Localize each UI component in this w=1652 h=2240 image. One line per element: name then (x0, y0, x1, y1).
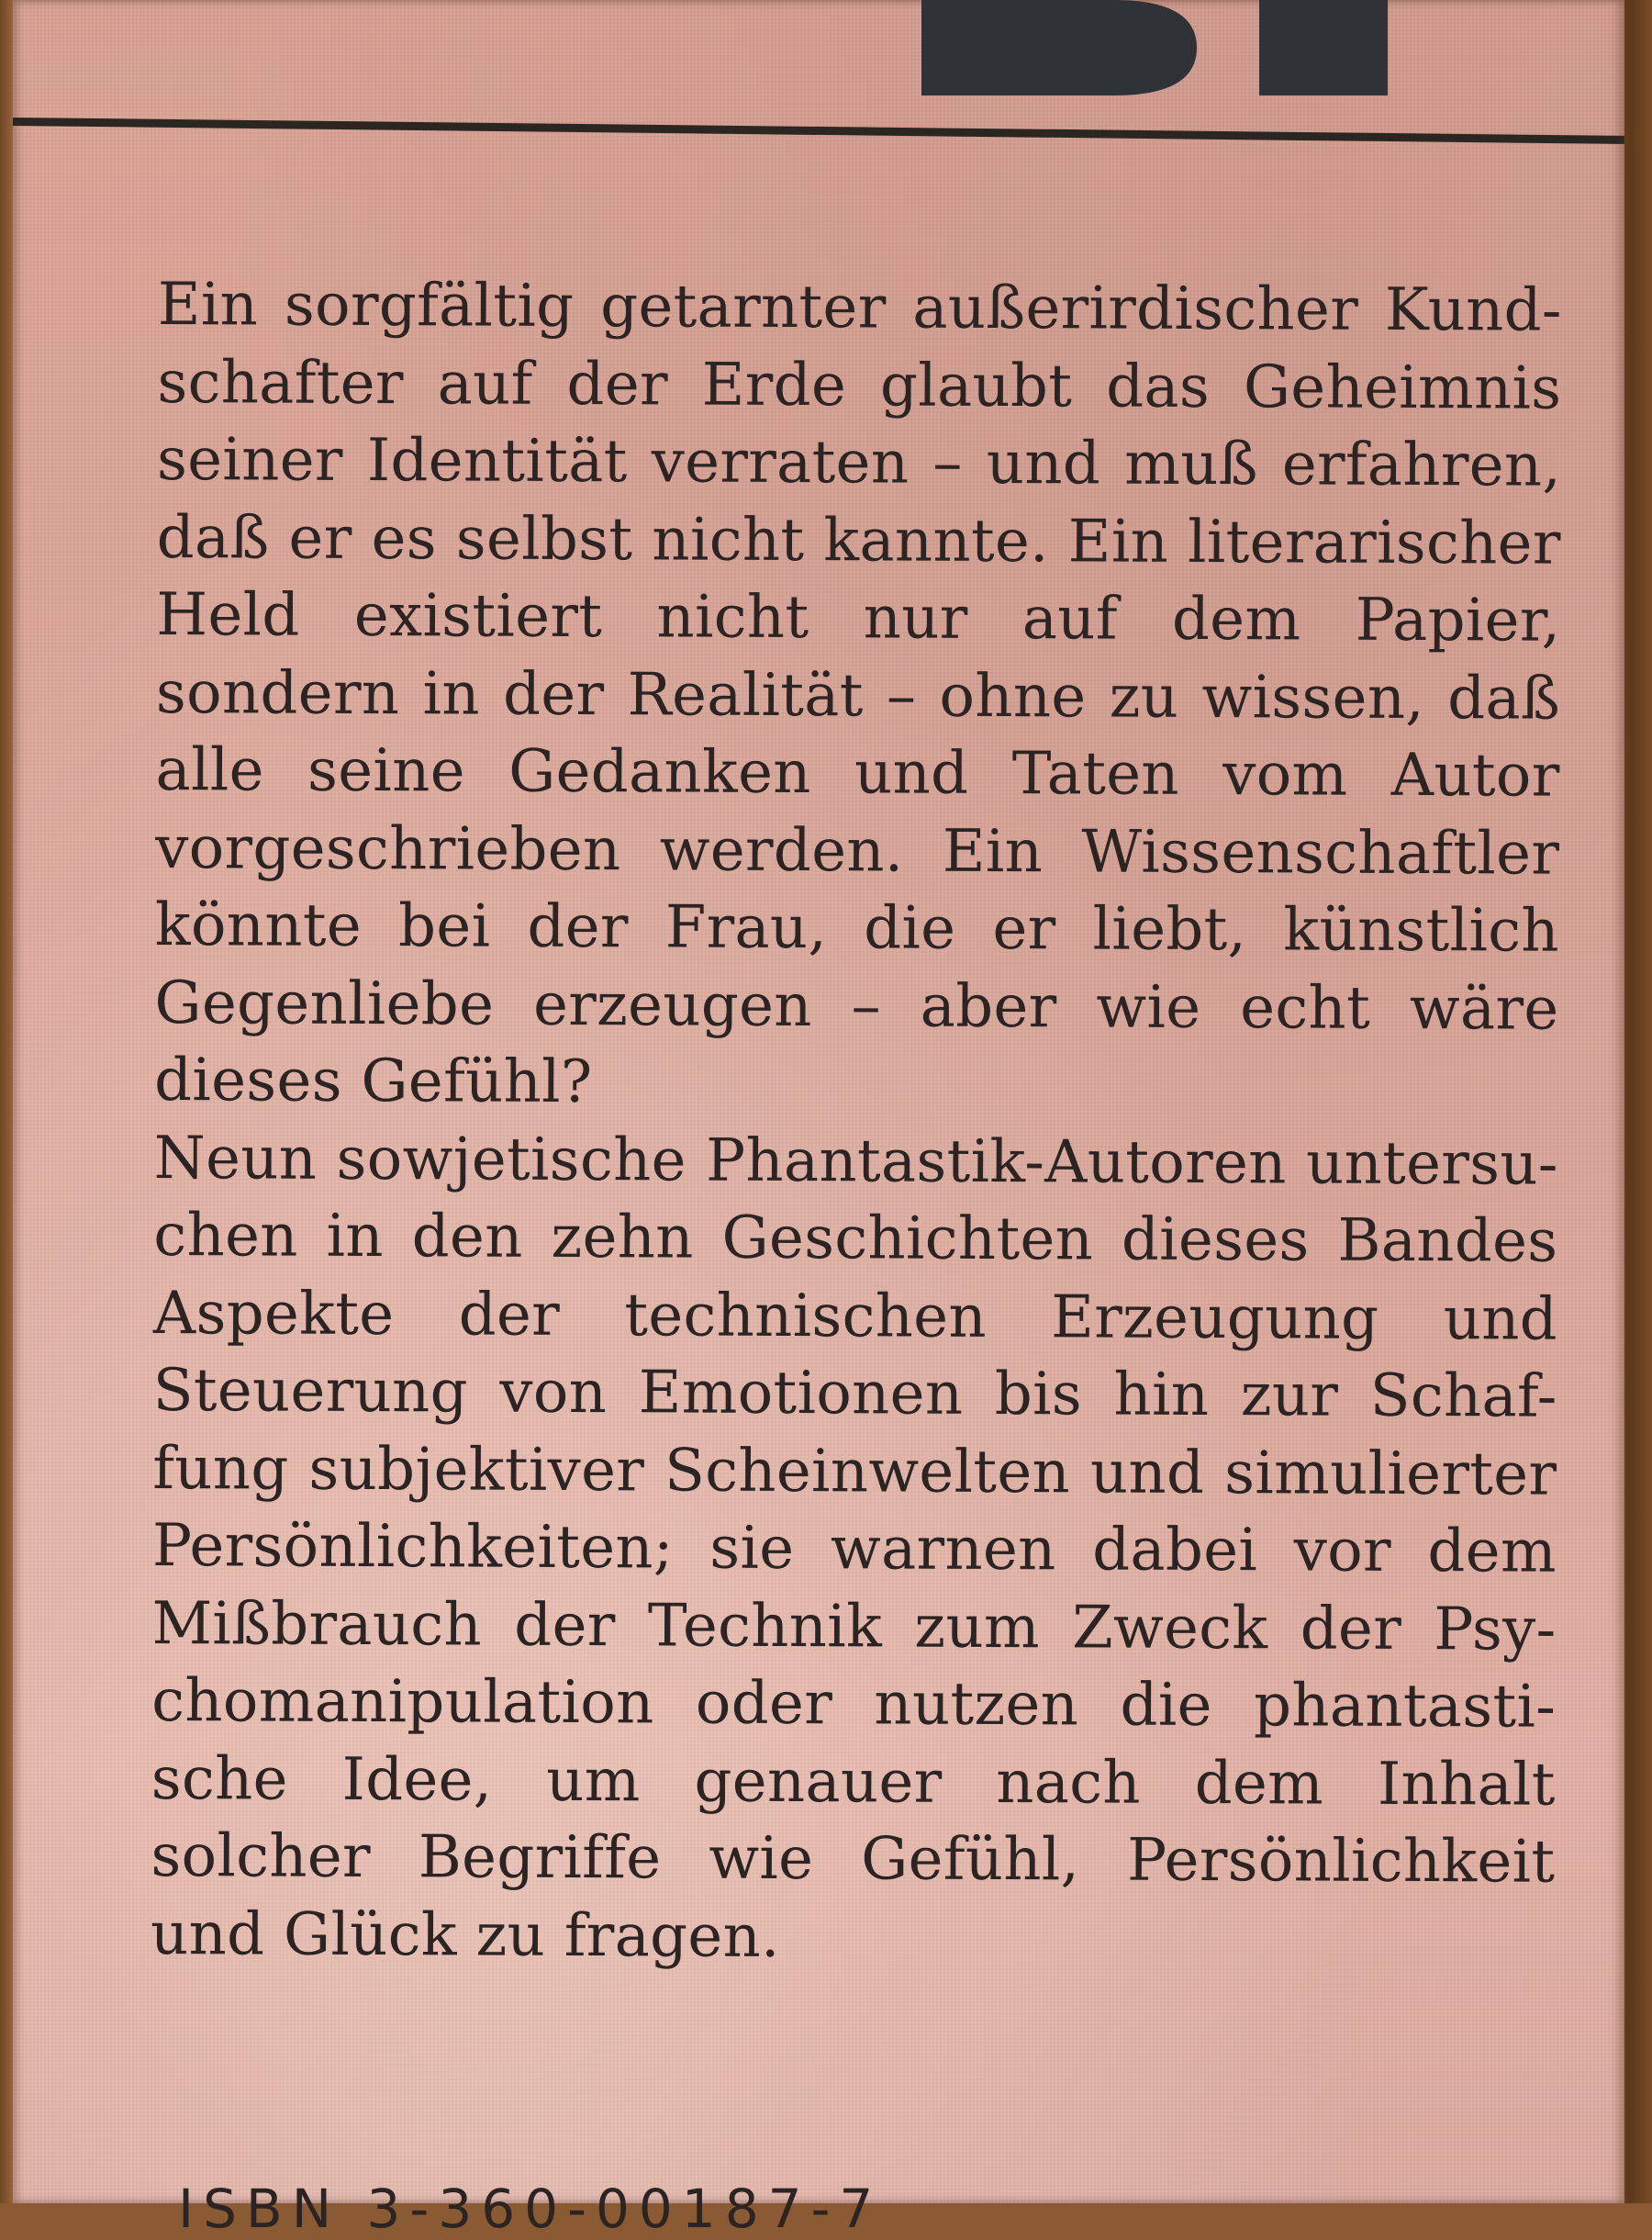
blurb-line: Mißbrauch der Technik zum Zweck der Psy- (151, 1589, 1557, 1664)
blurb-text (150, 266, 1562, 1971)
blurb-line: chomanipulation oder nutzen die phantasti- (151, 1666, 1557, 1742)
publisher-logo-fragment (921, 0, 1388, 95)
book-back-cover (13, 0, 1624, 2240)
blurb-line: sondern in der Realität – ohne zu wissen, daß (155, 658, 1561, 734)
blurb-line: daß er es selbst nicht kannte. Ein literarischer (156, 503, 1561, 578)
blurb-line: solcher Begriffe wie Gefühl, Persönlichkeit (151, 1821, 1556, 1897)
blurb-line: Ein sorgfältig getarnter außerirdischer Kund- (157, 270, 1562, 345)
blurb-line: dieses Gefühl? (153, 1046, 593, 1117)
blurb-line: könnte bei der Frau, die er liebt, künstlich (154, 890, 1560, 966)
blurb-line: Persönlichkeiten; sie warnen dabei vor dem (151, 1511, 1557, 1586)
blurb-line: seiner Identität verraten – und muß erfahren, (156, 425, 1562, 500)
blurb-line: chen in den zehn Geschichten dieses Bandes (153, 1201, 1558, 1276)
blurb-line: Held existiert nicht nur auf dem Papier, (156, 580, 1561, 655)
blurb-line: fung subjektiver Scheinwelten und simulierter (152, 1434, 1557, 1509)
blurb-line: schafter auf der Erde glaubt das Geheimnis (157, 348, 1562, 423)
blurb-line: sche Idee, um genauer nach dem Inhalt (151, 1744, 1556, 1820)
blurb-line: und Glück zu fragen. (150, 1899, 780, 1971)
header-rule (13, 118, 1624, 144)
blurb-line: Aspekte der technischen Erzeugung und (152, 1279, 1558, 1354)
blurb-line: vorgeschrieben werden. Ein Wissenschaftler (155, 813, 1560, 889)
blurb-line: Gegenliebe erzeugen – aber wie echt wäre (154, 969, 1559, 1044)
blurb-line: Neun sowjetische Phantastik-Autoren untersu- (153, 1124, 1558, 1199)
isbn-text: ISBN 3-360-00187-7 (178, 2178, 883, 2240)
logo-shape-icon (921, 0, 1388, 95)
blurb-line: alle seine Gedanken und Taten vom Autor (155, 735, 1560, 811)
blurb-line: Steuerung von Emotionen bis hin zur Schaf- (152, 1356, 1557, 1431)
